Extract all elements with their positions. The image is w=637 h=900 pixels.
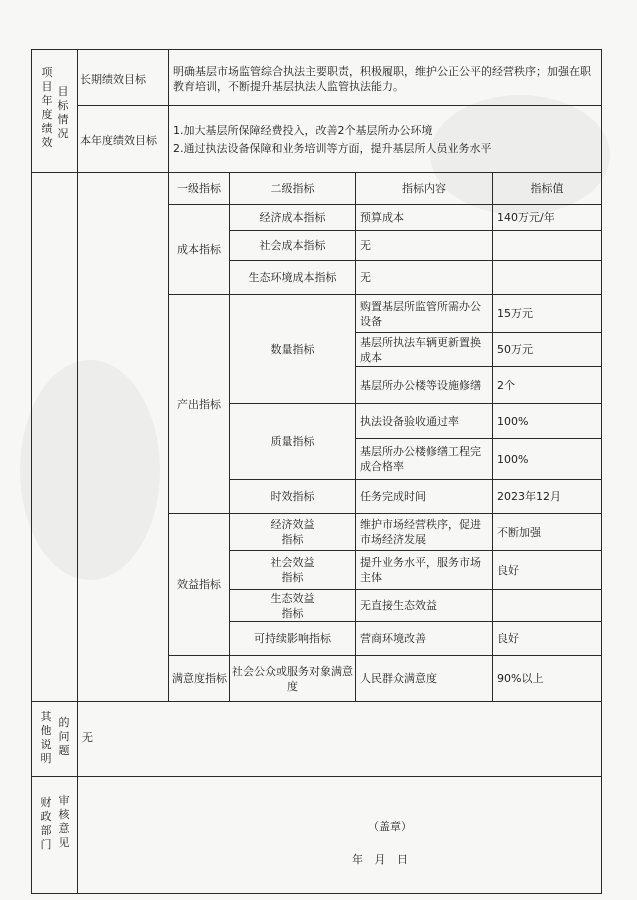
- review-date: 年 月 日: [352, 852, 408, 866]
- table-cell: 100%: [497, 414, 529, 428]
- seal-placeholder: （盖章）: [368, 819, 412, 833]
- table-cell: 提升业务水平，服务市场主体: [360, 556, 481, 584]
- table-border-left: [31, 49, 32, 894]
- annual-goal-line-1: 1.加大基层所保障经费投入，改善2个基层所办公环境: [173, 123, 433, 137]
- table-cell: 140万元/年: [497, 211, 555, 224]
- table-cell: [497, 261, 599, 294]
- level2-line: 经济效益: [270, 518, 315, 531]
- goals-label-col1: 项目年度绩效: [41, 66, 53, 149]
- table-cell: 执法设备验收通过率: [360, 414, 459, 428]
- level2-line: 指标: [281, 606, 304, 620]
- table-cell: 维护市场经营秩序，促进市场经济发展: [360, 518, 481, 546]
- table-cell: 基层所办公楼修缮工程完成合格率: [360, 445, 481, 473]
- scan-smudge: [20, 360, 160, 580]
- table-cell: 经济成本指标: [259, 211, 326, 224]
- other-issues-label-col1: 其他说明: [40, 710, 52, 765]
- table-cell: 社会公众或服务对象满意度: [232, 664, 353, 693]
- table-cell: 无: [360, 239, 371, 252]
- table-cell: 2个: [497, 378, 515, 392]
- row-divider: [77, 105, 602, 106]
- table-cell: 人民群众满意度: [360, 672, 437, 685]
- table-cell: 基层所办公楼等设施修缮: [360, 378, 481, 392]
- long-term-goal-label: 长期绩效目标: [80, 72, 146, 86]
- row-divider: [31, 701, 602, 702]
- ind-col-divider: [355, 172, 356, 702]
- ind-col-divider: [492, 172, 493, 702]
- table-cell: 无: [360, 271, 371, 284]
- table-cell: 可持续影响指标: [254, 632, 331, 645]
- table-cell: 生态环境成本指标: [248, 271, 337, 284]
- finance-review-label-col2: 审核意见: [58, 794, 70, 849]
- cost-indicators-label: 成本指标: [177, 243, 221, 256]
- table-border-right: [601, 49, 602, 894]
- output-indicators-label: 产出指标: [177, 397, 221, 411]
- finance-review-label-col1: 财政部门: [40, 796, 52, 851]
- table-cell: 50万元: [497, 343, 533, 356]
- table-cell: [497, 231, 599, 260]
- row-divider: [31, 776, 602, 777]
- quantity-indicator-label: 数量指标: [270, 342, 315, 356]
- header-value: 指标值: [530, 182, 564, 195]
- table-cell: 良好: [497, 632, 519, 645]
- header-level1: 一级指标: [177, 182, 221, 195]
- other-issues-value: 无: [82, 730, 93, 744]
- goals-col-divider: [168, 49, 169, 173]
- table-cell: 90%以上: [497, 672, 544, 685]
- table-border-bottom: [31, 893, 602, 894]
- header-content: 指标内容: [402, 182, 446, 195]
- table-cell: 不断加强: [497, 525, 541, 539]
- quality-indicator-label: 质量指标: [270, 435, 315, 448]
- table-cell: [497, 590, 599, 621]
- table-cell: 任务完成时间: [360, 490, 426, 503]
- table-cell: 2023年12月: [497, 490, 561, 503]
- goals-label-col2: 目标情况: [57, 85, 69, 140]
- benefit-indicators-label: 效益指标: [177, 578, 221, 591]
- table-cell: [230, 551, 355, 589]
- level2-line: 生态效益: [270, 591, 315, 605]
- other-issues-label-col2: 的问题: [58, 716, 70, 757]
- table-cell: 良好: [497, 563, 519, 577]
- long-term-goal-text: 明确基层市场监管综合执法主要职责，积极履职，维护公正公平的经营秩序；加强在职教育培训，不断提升基层执法人监管执法能力。: [173, 65, 591, 93]
- table-cell: 基层所执法车辆更新置换成本: [360, 335, 481, 364]
- header-level2: 二级指标: [270, 182, 315, 195]
- satisfaction-indicators-label: 满意度指标: [172, 672, 227, 685]
- timeliness-indicator-label: 时效指标: [270, 490, 315, 503]
- level2-line: 指标: [281, 571, 304, 584]
- table-cell: [230, 590, 355, 621]
- label-col-divider: [77, 49, 78, 894]
- annual-goal-label: 本年度绩效目标: [80, 133, 157, 147]
- level2-line: 社会效益: [270, 556, 315, 569]
- table-cell: [230, 514, 355, 550]
- table-cell: 预算成本: [360, 211, 404, 224]
- table-cell: 购置基层所监管所需办公设备: [360, 299, 481, 328]
- annual-goal-line-2: 2.通过执法设备保障和业务培训等方面，提升基层所人员业务水平: [173, 141, 492, 155]
- level2-line: 指标: [281, 533, 304, 546]
- table-cell: 100%: [497, 452, 529, 466]
- table-cell: 社会成本指标: [259, 239, 326, 252]
- table-cell: 无直接生态效益: [360, 599, 437, 612]
- table-cell: 15万元: [497, 307, 533, 320]
- table-cell: 营商环境改善: [360, 632, 426, 645]
- table-border-top: [31, 49, 602, 50]
